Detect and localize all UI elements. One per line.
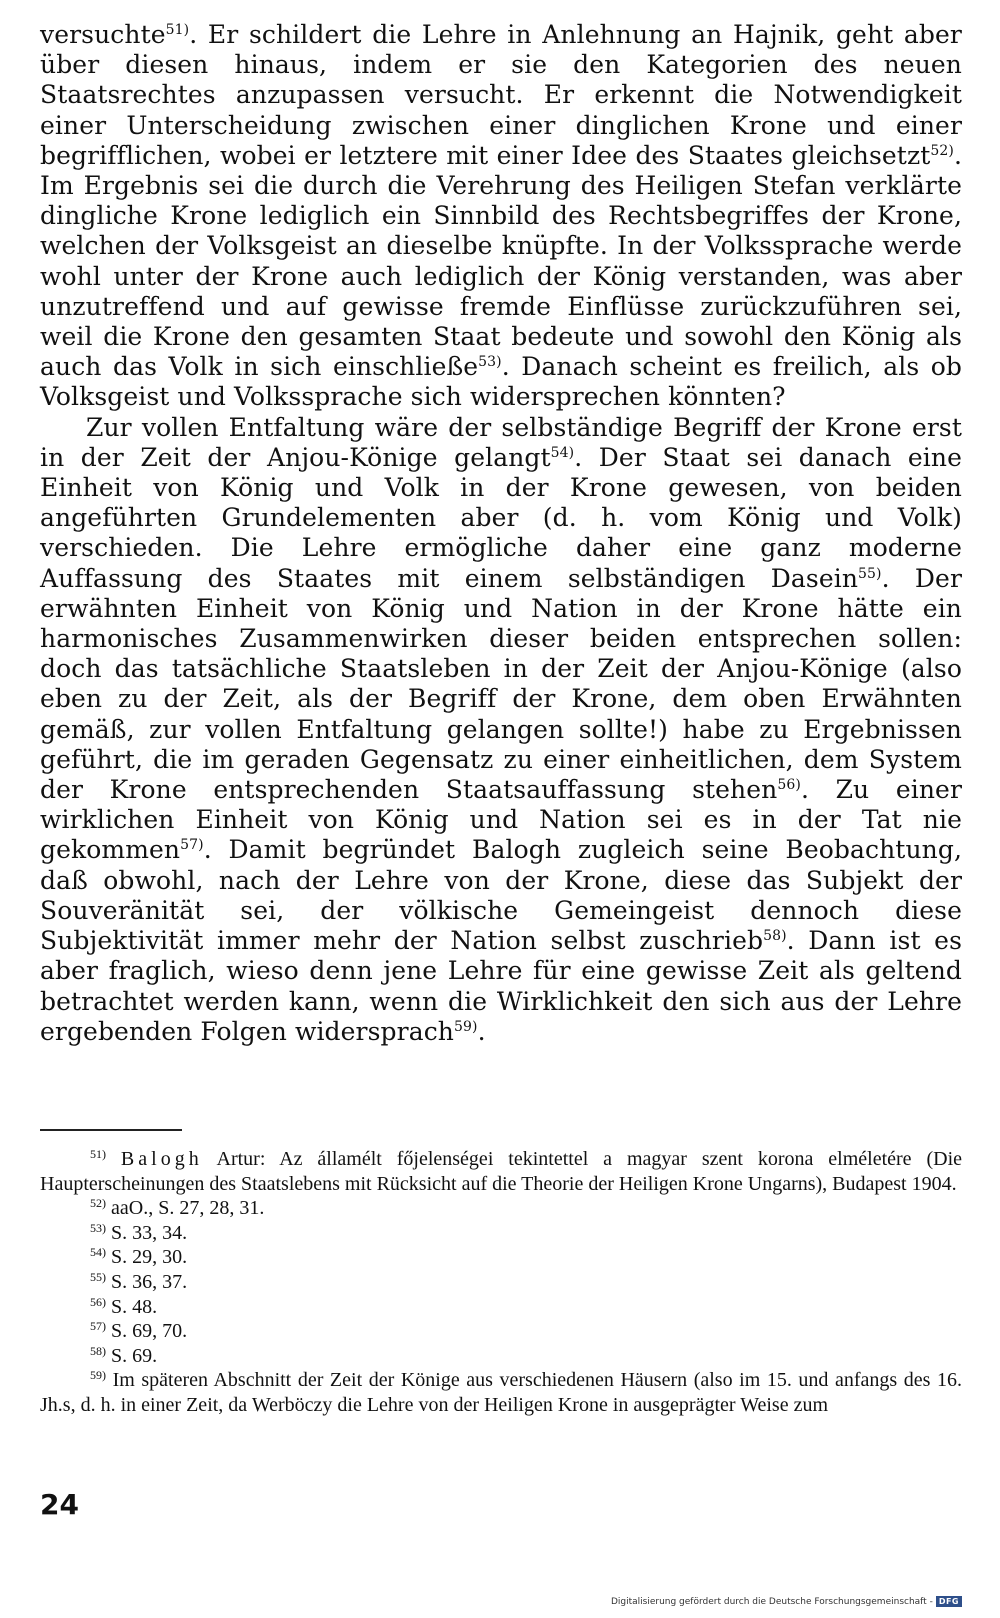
- footnote-text: S. 48.: [106, 1295, 158, 1318]
- footnote-56: [40, 1295, 962, 1320]
- text-run: . Zu einer wirklichen Einheit von König und Nation sei es in der Tat nie gekommen: [40, 775, 962, 865]
- paragraph-1: [40, 20, 962, 413]
- footnote-ref-52: 52): [930, 142, 954, 159]
- text-run: . Damit begründet Balogh zugleich seine Beobachtung, daß obwohl, nach der Lehre von der Krone, diese das Subjekt der Souveränität sei, der völkische Gemeingeist dennoch diese Subjektivität immer mehr der Nation selbst zuschrieb: [40, 835, 962, 956]
- paragraph-2: [40, 413, 962, 1047]
- footnote-59: [40, 1368, 962, 1417]
- dfg-logo: DFG: [936, 1596, 962, 1607]
- footnote-58: [40, 1344, 962, 1369]
- footnote-mark: 58): [90, 1343, 106, 1358]
- footnote-text: S. 69, 70.: [106, 1320, 188, 1343]
- footnote-mark: 57): [90, 1319, 106, 1334]
- footnote-ref-54: 54): [550, 444, 575, 461]
- footnote-mark: 51): [90, 1147, 106, 1161]
- text-run: .: [477, 1016, 486, 1046]
- footnote-text: S. 33, 34.: [106, 1221, 188, 1244]
- text-run: versuchte: [40, 20, 166, 49]
- text-run: . Der Staat sei danach eine Einheit von König und Volk in der Krone gewesen, von beiden angeführten Grundelementen aber (d. h. vom König und Volk) verschieden. Die Lehre ermögliche daher eine ganz moderne Auffassung des Staates mit einem selbständigen Dasein: [40, 442, 962, 593]
- footnote-text: S. 69.: [106, 1344, 158, 1367]
- footnote-text: S. 36, 37.: [106, 1270, 188, 1293]
- digitization-credit: [611, 1596, 962, 1607]
- footnote-ref-53: 53): [478, 354, 502, 371]
- footnote-mark: 53): [90, 1220, 106, 1235]
- footnote-text: aaO., S. 27, 28, 31.: [106, 1197, 265, 1220]
- text-run: Zur vollen Entfaltung wäre der selbständige Begriff der Krone erst in der Zeit der Anjou-Könige gelangt: [40, 412, 962, 472]
- footnote-mark: 55): [90, 1269, 106, 1284]
- footnote-divider: [40, 1129, 182, 1131]
- footnote-ref-55: 55): [858, 565, 882, 582]
- footnote-mark: 56): [90, 1294, 106, 1309]
- footnote-mark: 59): [90, 1368, 106, 1383]
- footnote-text: Artur: Az államélt főjelenségei tekintettel a magyar szent korona elméletére (Die Haupterscheinungen des Staatslebens mit Rücksicht auf die Theorie der Heiligen Krone Ungarns), Budapest 1904.: [40, 1148, 962, 1195]
- text-run: . Im Ergebnis sei die durch die Verehrung des Heiligen Stefan verklärte dingliche Krone lediglich ein Sinnbild des Rechtsbegriffes der Krone, welchen der Volksgeist an dieselbe knüpfte. In der Volkssprache werde wohl unter der Krone auch lediglich der König verstanden, was aber unzutreffend und auf gewisse fremde Einflüsse zurückzuführen sei, weil die Krone den gesamten Staat bedeute und sowohl den König als auch das Volk in sich einschließe: [40, 140, 962, 382]
- text-run: . Danach scheint es freilich, als ob Volksgeist und Volkssprache sich widersprechen könnten?: [40, 352, 962, 412]
- footnote-ref-58: 58): [763, 928, 787, 945]
- text-run: . Dann ist es aber fraglich, wieso denn jene Lehre für eine gewisse Zeit als geltend betrachtet werden kann, wenn die Wirklichkeit den sich aus der Lehre ergebenden Folgen widersprach: [40, 926, 963, 1046]
- credit-text: Digitalisierung gefördert durch die Deutsche Forschungsgemeinschaft -: [610, 1596, 933, 1607]
- footnote-57: [40, 1319, 962, 1344]
- footnote-54: [40, 1245, 962, 1270]
- footnote-52: [40, 1196, 962, 1221]
- footnote-author: Balogh: [120, 1148, 203, 1170]
- footnote-text: S. 29, 30.: [106, 1246, 188, 1269]
- footnote-mark: 52): [90, 1196, 106, 1211]
- footnote-mark: 54): [90, 1245, 106, 1260]
- footnote-51: [40, 1147, 962, 1196]
- page-number: 24: [40, 1488, 79, 1521]
- main-text: [40, 20, 962, 1047]
- text-run: . Der erwähnten Einheit von König und Nation in der Krone hätte ein harmonisches Zusammenwirken dieser beiden entsprechen sollen: doch das tatsächliche Staatsleben in der Zeit der Anjou-Könige (also eben zu der Zeit, als der Begriff der Krone, dem oben Erwähnten gemäß, zur vollen Entfaltung gelangen sollte!) habe zu Ergebnissen geführt, die im geraden Gegensatz zu einer einheitlichen, dem System der Krone entsprechenden Staatsauffassung stehen: [40, 563, 962, 805]
- footnotes: [40, 1147, 962, 1418]
- footnote-ref-56: 56): [777, 777, 801, 794]
- footnote-53: [40, 1221, 962, 1246]
- footnote-ref-57: 57): [180, 837, 204, 854]
- footnote-text: Im späteren Abschnitt der Zeit der Könige aus verschiedenen Häusern (also im 15. und anfangs des 16. Jh.s, d. h. in einer Zeit, da Werböczy die Lehre von der Heiligen Krone in ausgeprägter Weise zum: [40, 1369, 962, 1416]
- footnote-55: [40, 1270, 962, 1295]
- footnote-ref-59: 59): [454, 1018, 478, 1035]
- text-run: . Er schildert die Lehre in Anlehnung an Hajnik, geht aber über diesen hinaus, indem er sie den Kategorien des neuen Staatsrechtes anzupassen versucht. Er erkennt die Notwendigkeit einer Unterscheidung zwischen einer dinglichen Krone und einer begrifflichen, wobei er letztere mit einer Idee des Staates gleichsetzt: [40, 20, 962, 170]
- footnote-ref-51: 51): [165, 22, 190, 38]
